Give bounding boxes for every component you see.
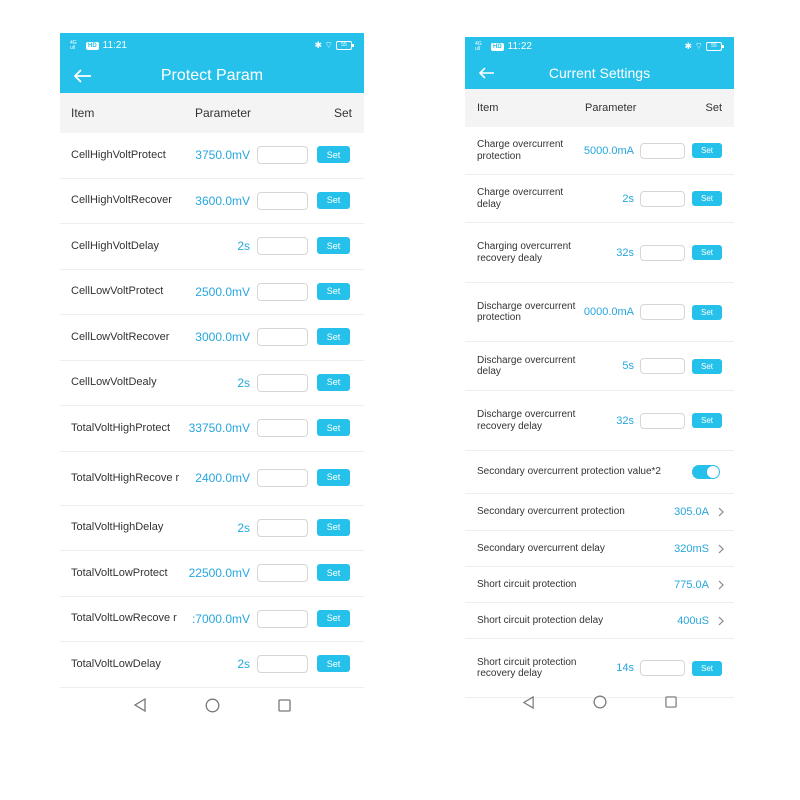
setting-name: Secondary overcurrent protection value*2 (477, 466, 661, 478)
param-value: 2400.0mV (195, 471, 250, 485)
param-value: 33750.0mV (188, 421, 250, 436)
param-value: 2s (237, 239, 250, 254)
param-row-cellhighvoltrecover (60, 179, 364, 225)
param-name: CellLowVoltProtect (71, 285, 164, 298)
param-name: TotalVoltLowRecove r (71, 612, 177, 625)
param-row-cellhighvoltprotect (60, 133, 364, 179)
param-input[interactable] (257, 610, 308, 628)
title-bar (60, 58, 364, 93)
param-row-totalvolthighrecove-r (60, 452, 364, 506)
param-name: TotalVoltLowDelay (71, 657, 161, 670)
setting-input[interactable] (640, 304, 685, 320)
header-item: Item (477, 102, 499, 114)
network-signal-icon: 4G ull (475, 40, 482, 52)
param-name: TotalVoltHighProtect (71, 421, 171, 434)
param-name: CellHighVoltDelay (71, 239, 160, 252)
setting-row-short-circuit-protection-delay[interactable] (465, 603, 734, 639)
set-button[interactable]: Set (317, 328, 350, 345)
setting-name: Discharge overcurrent protection (477, 300, 576, 323)
home-circle-icon[interactable] (205, 698, 220, 713)
network-signal-icon: 4G ull (70, 39, 77, 51)
setting-name: Charge overcurrent protection (477, 139, 564, 162)
param-name: TotalVoltHighDelay (71, 521, 164, 534)
setting-value: 2s (622, 192, 634, 205)
set-button[interactable]: Set (317, 519, 350, 536)
setting-value: 400uS (677, 614, 709, 627)
setting-value: 320mS (674, 542, 709, 555)
param-input[interactable] (257, 374, 308, 392)
setting-name: Short circuit protection delay (477, 614, 604, 626)
setting-name: Secondary overcurrent delay (477, 542, 605, 554)
set-button[interactable]: Set (317, 192, 350, 209)
set-button[interactable]: Set (317, 564, 350, 581)
param-input[interactable] (257, 328, 308, 346)
status-bar (465, 37, 734, 56)
header-set: Set (333, 106, 352, 120)
header-item: Item (71, 106, 95, 120)
param-value: 3600.0mV (195, 193, 250, 208)
set-button[interactable]: Set (317, 146, 350, 163)
setting-row-charge-overcurrent-delay (465, 175, 734, 223)
table-header (465, 89, 734, 127)
param-value: 2s (237, 375, 250, 390)
param-input[interactable] (257, 655, 308, 673)
setting-value: 32s (616, 414, 634, 427)
toggle-switch[interactable] (692, 465, 720, 479)
set-button[interactable]: Set (692, 413, 722, 428)
param-value: 3000.0mV (195, 330, 250, 345)
setting-value: 775.0A (674, 578, 709, 591)
status-time: 11:22 (507, 41, 532, 52)
recents-square-icon[interactable] (278, 699, 291, 712)
hd-badge: HD (88, 42, 97, 49)
setting-name: Secondary overcurrent protection (477, 506, 625, 518)
setting-value: 32s (616, 246, 634, 259)
set-button[interactable]: Set (317, 283, 350, 300)
param-value: 22500.0mV (188, 566, 250, 581)
param-row-celllowvoltprotect (60, 270, 364, 316)
set-button[interactable]: Set (317, 237, 350, 254)
set-button[interactable]: Set (692, 245, 722, 260)
android-nav-bar (60, 690, 364, 720)
set-button[interactable]: Set (317, 419, 350, 436)
chevron-right-icon[interactable] (718, 494, 724, 530)
title-bar (465, 56, 734, 89)
setting-row-discharge-overcurrent-protection (465, 283, 734, 342)
param-row-totalvoltlowprotect (60, 551, 364, 597)
param-name: CellHighVoltRecover (71, 194, 172, 207)
param-input[interactable] (257, 469, 308, 487)
setting-value: 14s (616, 662, 634, 674)
setting-row-secondary-overcurrent-toggle (465, 451, 734, 494)
setting-row-secondary-overcurrent-protection[interactable] (465, 494, 734, 531)
home-circle-icon[interactable] (593, 695, 607, 709)
chevron-right-icon[interactable] (718, 531, 724, 566)
toggle-knob (707, 466, 719, 478)
battery-icon: 55 (336, 41, 352, 50)
set-button[interactable]: Set (692, 305, 722, 320)
setting-row-discharge-overcurrent-recovery-delay (465, 391, 734, 451)
param-row-celllowvoltrecover (60, 315, 364, 361)
hd-badge: HD (493, 43, 502, 50)
param-value: 2500.0mV (195, 284, 250, 299)
param-row-totalvoltlowdelay (60, 642, 364, 688)
setting-input[interactable] (640, 358, 685, 374)
setting-input[interactable] (640, 245, 685, 261)
setting-input[interactable] (640, 413, 685, 429)
param-name: CellLowVoltDealy (71, 376, 157, 389)
current-settings-list (465, 127, 734, 698)
param-input[interactable] (257, 419, 308, 437)
param-name: CellLowVoltRecover (71, 330, 170, 343)
setting-value: 0000.0mA (583, 306, 634, 318)
param-value: :7000.0mV (191, 611, 250, 626)
set-button[interactable]: Set (692, 359, 722, 374)
param-row-totalvolthighdelay (60, 506, 364, 552)
set-button[interactable]: Set (317, 374, 350, 391)
setting-row-short-circuit-protection[interactable] (465, 567, 734, 603)
chevron-right-icon[interactable] (718, 603, 724, 638)
param-row-totalvoltlowrecove-r (60, 597, 364, 643)
param-input[interactable] (257, 519, 308, 537)
bluetooth-wifi-icons: ✱ ⌔ (684, 41, 703, 51)
param-input[interactable] (257, 564, 308, 582)
setting-name: Short circuit protection recovery delay (477, 656, 577, 679)
set-button[interactable]: Set (317, 655, 350, 672)
set-button[interactable]: Set (692, 143, 722, 158)
bluetooth-wifi-icons: ✱ ⌔ (314, 40, 333, 50)
setting-input[interactable] (640, 191, 685, 207)
table-header (60, 93, 364, 133)
parameter-list (60, 133, 364, 688)
param-name: TotalVoltHighRecove r (71, 471, 180, 484)
recents-square-icon[interactable] (665, 696, 677, 708)
page-title: Protect Param (160, 66, 264, 84)
param-row-totalvolthighprotect (60, 406, 364, 452)
param-row-cellhighvoltdelay (60, 224, 364, 270)
battery-icon: 55 (706, 42, 722, 51)
param-input[interactable] (257, 192, 308, 210)
setting-value: 5000.0mA (583, 144, 634, 157)
param-value: 2s (237, 657, 250, 672)
param-input[interactable] (257, 146, 308, 164)
setting-value: 5s (622, 360, 634, 372)
setting-name: Charge overcurrent delay (477, 187, 564, 210)
protect-param-screen (60, 33, 364, 730)
setting-row-charging-overcurrent-recovery-dealy (465, 223, 734, 283)
set-button[interactable]: Set (317, 610, 350, 627)
param-row-celllowvoltdealy (60, 361, 364, 407)
setting-row-secondary-overcurrent-delay[interactable] (465, 531, 734, 567)
setting-name: Discharge overcurrent recovery delay (477, 409, 576, 432)
page-title: Current Settings (548, 64, 651, 81)
setting-name: Discharge overcurrent delay (477, 354, 576, 377)
status-bar (60, 33, 364, 58)
setting-name: Short circuit protection (477, 578, 577, 590)
param-value: 3750.0mV (195, 148, 250, 163)
chevron-right-icon[interactable] (718, 567, 724, 602)
setting-name: Charging overcurrent recovery dealy (477, 241, 571, 264)
setting-row-discharge-overcurrent-delay (465, 342, 734, 391)
back-triangle-icon[interactable] (522, 696, 535, 709)
setting-input[interactable] (640, 143, 685, 159)
set-button[interactable]: Set (692, 661, 722, 676)
header-parameter: Parameter (195, 106, 252, 120)
set-button[interactable]: Set (317, 469, 350, 486)
back-triangle-icon[interactable] (133, 698, 147, 712)
header-set: Set (705, 102, 722, 114)
param-value: 2s (237, 520, 250, 535)
status-time: 11:21 (102, 40, 127, 51)
current-settings-screen (465, 37, 734, 717)
param-input[interactable] (257, 283, 308, 301)
setting-input[interactable] (640, 660, 685, 676)
setting-value: 305.0A (674, 506, 709, 518)
param-name: TotalVoltLowProtect (71, 566, 168, 579)
android-nav-bar (465, 689, 734, 715)
param-input[interactable] (257, 237, 308, 255)
param-name: CellHighVoltProtect (71, 148, 166, 161)
set-button[interactable]: Set (692, 191, 722, 206)
setting-row-charge-overcurrent-protection (465, 127, 734, 175)
header-parameter: Parameter (585, 102, 637, 114)
